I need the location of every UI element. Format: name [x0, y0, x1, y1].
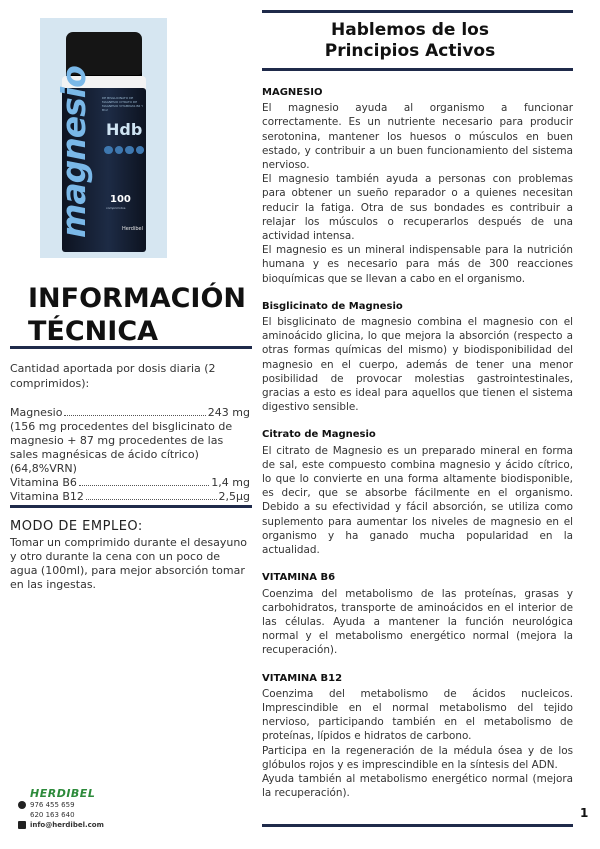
nutrient-row	[10, 406, 250, 420]
info-tecnica-title	[28, 282, 246, 348]
modo-empleo-heading: MODO DE EMPLEO:	[10, 519, 143, 534]
section-bisglicinato	[262, 300, 573, 415]
section-heading: Bisglicinato de Magnesio	[262, 300, 403, 312]
product-image	[40, 18, 167, 258]
section-paragraph: El magnesio ayuda al organismo a funcionar correctamente. Es un nutriente necesario para producir serotonina, mantener los huesos o músculos en buen estado, y contribuir a un buen funcionamiento del sistema nervioso.	[262, 102, 573, 172]
left-mid-rule	[10, 505, 252, 508]
leader-dots	[79, 485, 209, 486]
contact-phone	[18, 801, 75, 809]
label-product-name: magnesio	[54, 66, 93, 238]
leader-dots	[86, 499, 217, 500]
section-vitamina-b6	[262, 571, 573, 657]
right-title-line-1: Hablemos de los	[331, 20, 489, 40]
nutrient-list	[10, 406, 250, 504]
mail-icon	[18, 821, 26, 829]
label-logo: Hdb	[106, 120, 143, 139]
phone-icon	[18, 801, 26, 809]
magnesio-note: (156 mg procedentes del bisglicinato de magnesio + 87 mg procedentes de las sales magnésicas de ácido cítrico) (64,8%VRN)	[10, 420, 233, 475]
contact-phone-2	[30, 811, 75, 819]
phone-2: 620 163 640	[30, 811, 75, 819]
principios-activos-title	[290, 20, 530, 62]
label-count-sub: comprimidos	[106, 206, 126, 210]
section-paragraph: Participa en la regeneración de la médula ósea y de los glóbulos rojos y es imprescindible en la síntesis del ADN.	[262, 744, 573, 771]
section-paragraph: El citrato de Magnesio es un preparado mineral en forma de sal, este compuesto combina magnesio y ácido cítrico, lo que lo convierte en una forma altamente biodisponible, es decir, que se absorbe fácilmente en el organismo. Debido a su efectividad y fácil absorción, se utiliza como suplemento para aumentar los niveles de magnesio en el organismo y ha ganado mucha popularidad en la actualidad.	[262, 444, 573, 557]
email[interactable]: info@herdibel.com	[30, 821, 104, 829]
contact-email	[18, 821, 104, 829]
nutrient-name: Magnesio	[10, 406, 63, 419]
nutrient-value: 243 mg	[207, 406, 250, 419]
section-heading: Citrato de Magnesio	[262, 429, 376, 441]
footer-rule	[262, 824, 573, 827]
top-right-rule	[262, 10, 573, 13]
section-magnesio	[262, 86, 573, 286]
label-benefit-icons	[104, 146, 144, 154]
label-count: 100	[110, 194, 131, 205]
section-paragraph: El bisglicinato de magnesio combina el magnesio con el aminoácido glicina, lo que mejora la absorción (respecto a otras formas químicas del mismo) y biodisponibilidad del magnesio en el cuerpo, además de tener una menor posibilidad de provocar molestias gastrointestinales, gracias a esto es ideal para aquellos que tienen el sistema digestivo sensible.	[262, 316, 573, 414]
section-paragraph: Coenzima del metabolismo de las proteínas, grasas y carbohidratos, transporte de aminoácidos en el interior de las células. Ayuda a mantener la función neurológica normal y el metabolismo energético normal (mejora la recuperación).	[262, 587, 573, 657]
section-vitamina-b12	[262, 672, 573, 801]
section-paragraph: El magnesio también ayuda a personas con problemas para obtener un sueño reparador o a quienes necesitan reducir la fatiga. Otra de sus bondades es contribuir a relajar los músculos o recuperarlos después de una actividad intensa.	[262, 173, 573, 243]
label-description: DE BISGLICINATO DE MAGNESIO CITRATO DE MAGNESIO VITAMINAS B6 Y B12	[102, 96, 144, 112]
title-line-2: TÉCNICA	[28, 316, 159, 347]
nutrient-name: Vitamina B12	[10, 490, 84, 503]
product-bottle	[54, 32, 146, 254]
phone-1: 976 455 659	[30, 801, 75, 809]
section-heading: VITAMINA B12	[262, 672, 343, 684]
section-heading: VITAMINA B6	[262, 572, 336, 584]
section-paragraph: Ayuda también al metabolismo energético normal (mejora la recuperación).	[262, 772, 573, 800]
label-brand: Herdibel	[122, 226, 144, 232]
nutrient-row	[10, 490, 250, 504]
page-number: 1	[580, 806, 589, 820]
nutrient-value: 1,4 mg	[211, 476, 250, 489]
leader-dots	[64, 415, 205, 416]
section-heading: MAGNESIO	[262, 87, 323, 98]
section-citrato	[262, 428, 573, 557]
principios-activos-content	[262, 86, 573, 814]
nutrient-name: Vitamina B6	[10, 476, 77, 489]
title-line-1: INFORMACIÓN	[28, 283, 247, 314]
brand-logo: HERDIBEL	[30, 787, 96, 800]
nutrient-row	[10, 476, 250, 490]
bottle-label	[54, 66, 146, 252]
right-title-line-2: Principios Activos	[324, 41, 496, 61]
title-right-rule	[262, 68, 573, 71]
section-paragraph: Coenzima del metabolismo de ácidos nucleicos. Imprescindible en el normal metabolismo del tejido nervioso, participando también en el metabolismo de proteínas, lípidos e hidratos de carbono.	[262, 687, 573, 743]
modo-empleo-text: Tomar un comprimido durante el desayuno y otro durante la cena con un poco de agua (100ml), para mejor absorción tomar en las ingestas.	[10, 536, 248, 591]
section-paragraph: El magnesio es un mineral indispensable para la nutrición humana y es necesario para más de 300 reacciones bioquímicas que se llevan a cabo en el organismo.	[262, 244, 573, 285]
nutrient-value: 2,5µg	[218, 490, 250, 503]
dose-intro: Cantidad aportada por dosis diaria (2 comprimidos):	[10, 362, 216, 390]
